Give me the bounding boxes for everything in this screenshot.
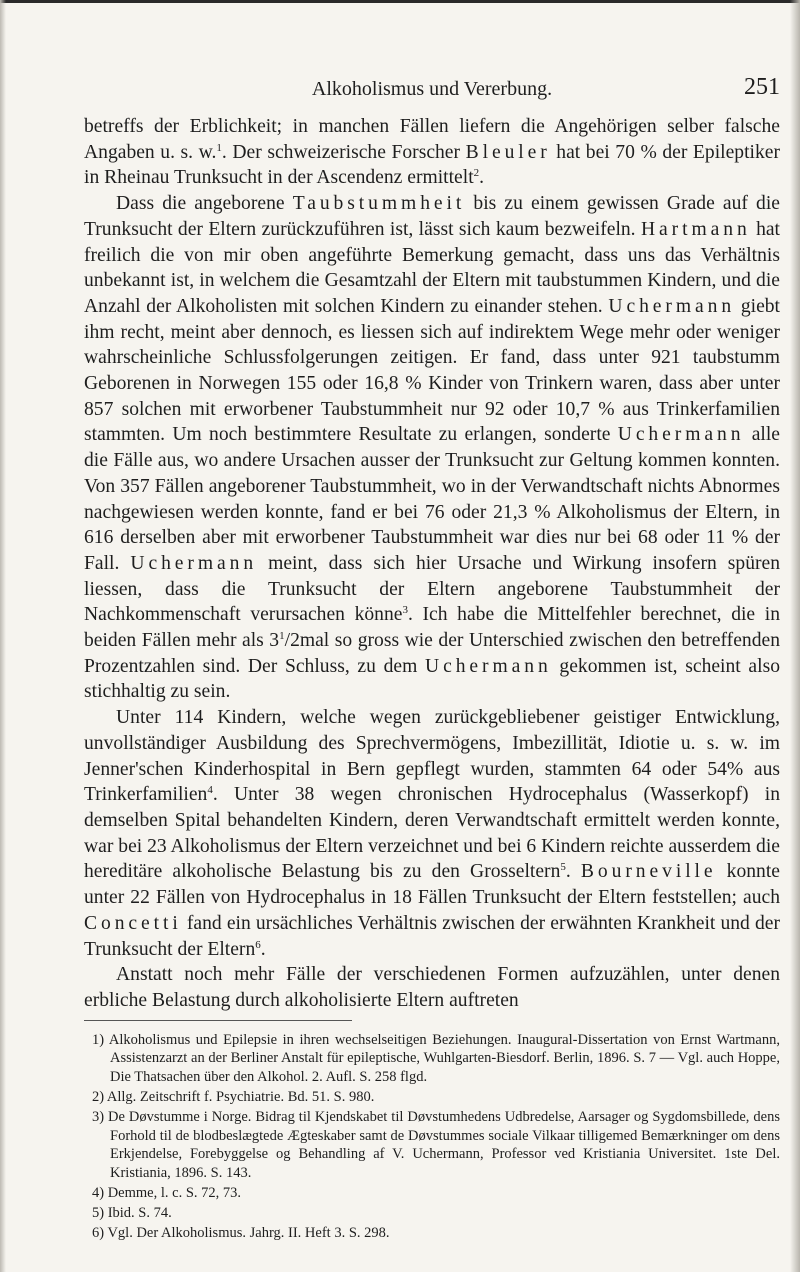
author-name: Hartmann	[640, 218, 751, 240]
body-text	[84, 114, 780, 1014]
footnote-1: 1) Alkoholismus und Epilepsie in ihren wechselseitigen Beziehungen. Inaugural-Dissertation von Ernst Wartmann, Assistenzarzt an der Berliner Anstalt für epileptische, Wuhlgarten-Biesdorf. Berlin, 1896. S. 7 — Vgl. auch Hoppe, Die Thatsachen über den Alkohol. 2. Aufl. S. 258 flgd.	[92, 1031, 780, 1086]
footnote-ref[interactable]: 2	[473, 167, 480, 180]
footnote-4: 4) Demme, l. c. S. 72, 73.	[92, 1184, 242, 1201]
book-page	[84, 74, 781, 1243]
paragraph-2: Dass die angeborene Taubstummheit bis zu einem gewissen Grade auf die Trunksucht der Eltern zurückzuführen ist, lässt sich kaum bezweifeln. Hartmann hat freilich die von mir oben angeführte Bemerkung gemacht, dass uns das Verhältnis unbekannt ist, in welchem die Gesamtzahl der Eltern mit taubstummen Kindern, und die Anzahl der Alkoholisten mit solchen Kindern zu einander stehen. Uchermann giebt ihm recht, meint aber dennoch, es liessen sich auf indirektem Wege mehr oder weniger wahrscheinliche Schlussfolgerungen zeitigen. Er fand, dass unter 921 taubstumm Geborenen in Norwegen 155 oder 16,8 % Kinder von Trinkern waren, dass aber unter 857 solchen mit erworbener Taubstummheit nur 92 oder 10,7 % aus Trinkerfamilien stammten. Um noch bestimmtere Resultate zu erlangen, sonderte Uchermann alle die Fälle aus, wo andere Ursachen ausser der Trunksucht zur Geltung kommen konnten. Von 357 Fällen angeborener Taubstummheit, wo in der Verwandtschaft nichts Abnormes nachgewiesen werden konnte, fand er bei 76 oder 21,3 % Alkoholismus der Eltern, in 616 derselben aber mit erworbener Taubstummheit war dies nur bei 68 oder 11 % der Fall. Uchermann meint, dass sich hier Ursache und Wirkung insofern spüren liessen, dass die Trunksucht der Eltern angeborene Taubstummheit der Nachkommenschaft verursachen könne$^3$. Ich habe die Mittelfehler berechnet, die in beiden Fällen mehr als $3^1/2mal$ so gross wie der Unterschied zwischen den betreffenden Prozentzahlen sind. Der Schluss, zu dem Uchermann gekommen ist, scheint also stichhaltig zu sein.	[84, 193, 781, 703]
paragraph-4: Anstatt noch mehr Fälle der verschiedenen Formen aufzuzählen, unter denen erbliche Belastung durch alkoholisierte Eltern auftreten	[84, 964, 780, 1011]
footnote-2: 2) Allg. Zeitschrift f. Psychiatrie. Bd. 51. S. 980.	[92, 1089, 375, 1105]
paragraph-3: Unter 114 Kindern, welche wegen zurückgebliebener geistiger Entwicklung, unvollständiger Ausbildung des Sprechvermögens, Imbezillität, Idiotie u. s. w. im Jenner'schen Kinderhospital in Bern gepflegt wurden, stammten 64 oder 54% aus Trinkerfamilien$^4$. Unter 38 wegen chronischen Hydrocephalus (Wasserkopf) in demselben Spital behandelten Kindern, deren Verwandtschaft ermittelt werden konnte, war bei 23 Alkoholismus der Eltern verzeichnet und bei 6 Kindern reichte ausserdem die hereditäre alkoholische Belastung bis zu den Grosseltern$^5$. Bourneville konnte unter 22 Fällen von Hydrocephalus in 18 Fällen Trunksucht der Eltern feststellen; auch Concetti fand ein ursächliches Verhältnis zwischen der erwähnten Krankheit und der Trunksucht der Eltern$^6$.	[84, 707, 780, 960]
page-right-shadow	[790, 0, 800, 1272]
running-title: Alkoholismus und Vererbung.	[311, 78, 553, 100]
footnote-ref[interactable]: 6	[255, 938, 261, 951]
author-name: Concetti	[84, 912, 182, 934]
fraction-denominator: 2	[290, 630, 300, 652]
author-name: Bleuler	[465, 141, 551, 163]
author-name: Uchermann	[617, 424, 745, 446]
top-border	[0, 0, 800, 3]
page-number: 251	[744, 74, 780, 100]
footnote-5: 5) Ibid. S. 74.	[92, 1204, 172, 1221]
author-name: Uchermann	[425, 655, 552, 677]
footnote-ref[interactable]: 1	[216, 141, 222, 154]
footnote-ref[interactable]: 5	[560, 861, 566, 874]
footnote-ref[interactable]: 4	[207, 784, 213, 797]
author-name: Uchermann	[130, 552, 258, 574]
paragraph-1: betreffs der Erblichkeit; in manchen Fällen liefern die Angehörigen selber falsche Angaben u. s. w.$^1$. Der schweizerische Forscher Bleuler hat bei 70 % der Epileptiker in Rheinau Trunksucht in der Ascendenz ermittelt$^2$.	[84, 116, 780, 189]
page-left-shadow	[0, 0, 6, 1272]
fraction-numerator: 1	[279, 630, 285, 643]
emphasized-term: Taubstummheit	[292, 193, 466, 215]
author-name: Uchermann	[608, 295, 736, 317]
footnote-divider	[84, 1020, 352, 1021]
footnotes	[84, 1031, 780, 1243]
footnote-3: 3) De Døvstumme i Norge. Bidrag til Kjendskabet til Døvstumhedens Udbredelse, Aarsager og Sygdomsbillede, dens Forhold til de blodbeslægtede Ægteskaber samt de Døvstummes sociale Vilkaar tilligemed Bemærkninger om dens Erkjendelse, Forebyggelse og Behandling af V. Uchermann, Professor ved Kristiania Universitet. 1ste Del. Kristiania, 1896. S. 143.	[92, 1108, 780, 1182]
footnote-6: 6) Vgl. Der Alkoholismus. Jahrg. II. Heft 3. S. 298.	[92, 1224, 390, 1241]
author-name: Bourneville	[580, 861, 717, 883]
running-head	[84, 74, 780, 114]
footnote-ref[interactable]: 3	[402, 604, 408, 617]
